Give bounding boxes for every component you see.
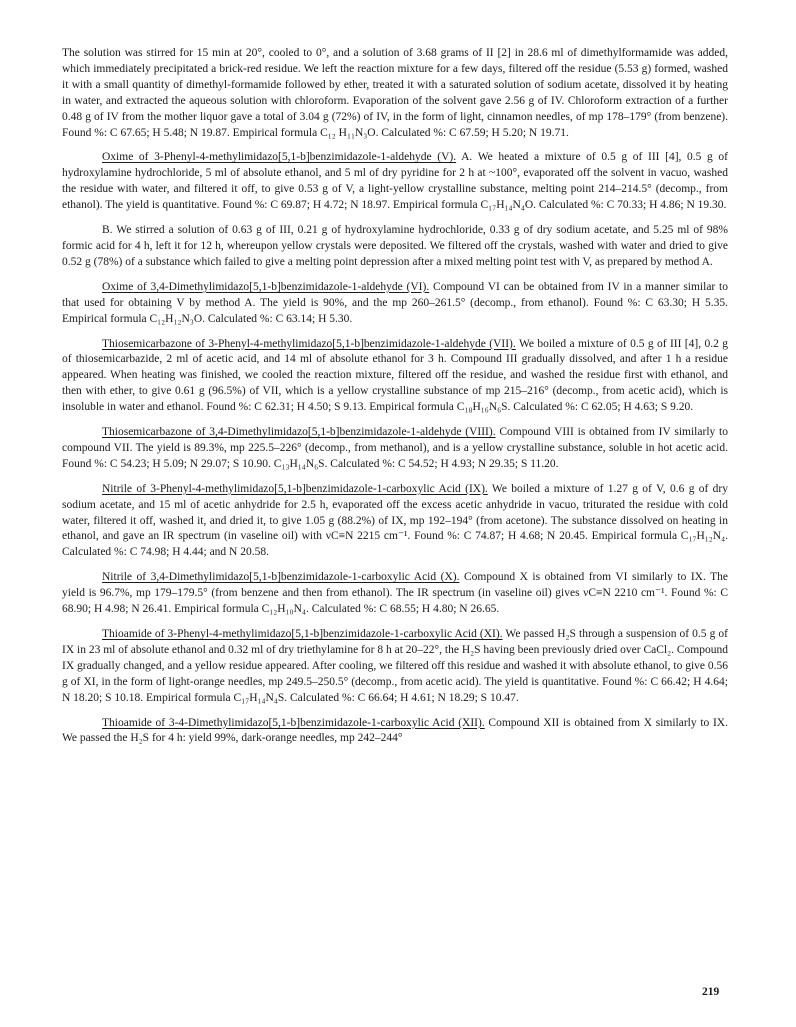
- section-heading: Oxime of 3,4-Dimethylimidazo[5,1-b]benzimidazole-1-aldehyde (VI).: [102, 280, 430, 293]
- article-body: [62, 46, 728, 756]
- paragraph-method-b: [62, 223, 728, 271]
- paragraph-intro: [62, 46, 728, 141]
- paragraph-oxime-vi: [62, 280, 728, 328]
- paragraph-text: B. We stirred a solution of 0.63 g of III, 0.21 g of hydroxylamine hydrochloride, 0.33 g of dry sodium acetate, and 5.25 ml of 98% formic acid for 4 h, left it for 12 h, whereupon yellow crystals were deposited. We filtered off the crystals, washed with water and dried to give 0.52 g (78%) of a substance which failed to give a melting point depression after a mixed melting point test with V, as prepared by method A.: [62, 224, 728, 268]
- section-heading: Oxime of 3-Phenyl-4-methylimidazo[5,1-b]benzimidazole-1-aldehyde (V).: [102, 151, 457, 164]
- paragraph-text: Compound VIII is obtained from IV similarly to compound VII. The yield is 89.3%, mp 225.5–226° (decomp., from methanol), and is a yellow crystalline substance, soluble in hot acetic acid. Found %: C 54.23; H 5.09; N 29.07; S 10.90. C₁₃H₁₄N₆S. Calculated %: C 54.52; H 4.93; N 29.35; S 11.20.: [62, 426, 728, 470]
- paragraph-text: Compound X is obtained from VI similarly to IX. The yield is 96.7%, mp 179–179.5° (from benzene and then from ethanol). The IR spectrum (in vaseline oil) gives νC≡N 2210 cm⁻¹. Found %: C 68.90; H 4.98; N 26.41. Empirical formula C₁₂H₁₀N₄. Calculated %: C 68.55; H 4.80; N 26.65.: [62, 571, 729, 616]
- paragraph-nitrile-ix: [62, 482, 728, 562]
- paragraph-nitrile-x: [62, 570, 728, 618]
- section-heading: Thiosemicarbazone of 3,4-Dimethylimidazo[5,1-b]benzimidazole-1-aldehyde (VIII).: [102, 426, 496, 439]
- section-heading: Nitrile of 3-Phenyl-4-methylimidazo[5,1-b]benzimidazole-1-carboxylic Acid (IX).: [102, 482, 488, 495]
- section-heading: Thiosemicarbazone of 3-Phenyl-4-methylimidazo[5,1-b]benzimidazole-1-aldehyde (VII).: [102, 337, 516, 350]
- paragraph-text: We passed H₂S through a suspension of 0.5 g of IX in 23 ml of absolute ethanol and 0.32 ml of dry triethylamine for 8 h at 20–22°, the H₂S having been previously dried over CaCl₂. Compound IX gradually changed, and a yellow residue appeared. After cooling, we filtered off this residue and washed it with absolute ethanol, to give 0.56 g of XI, in the form of light-orange needles, mp 249.5–250.5° (decomp., from acetic acid). The yield is quantitative. Found %: C 66.42; H 4.64; N 18.20; S 10.18. Empirical formula C₁₇H₁₄N₄S. Calculated %: C 66.64; H 4.61; N 18.29; S 10.47.: [62, 628, 729, 704]
- paragraph-thiosemicarbazone-viii: [62, 425, 728, 473]
- paragraph-text: We boiled a mixture of 1.27 g of V, 0.6 g of dry sodium acetate, and 15 ml of acetic anhydride for 2.5 h, evaporated off the excess acetic anhydride in vacuo, triturated the residue with cold water, filtered it off, washed it, and dried it, to give 1.05 g (88.2%) of IX, mp 192–194° (from acetone). The substance dissolved on heating in ethanol, and gave an IR spectrum (in vaseline oil) with νC≡N 2215 cm⁻¹. Found %: C 74.87; H 4.68; N 20.45. Empirical formula C₁₇H₁₂N₄. Calculated %: C 74.98; H 4.44; and N 20.58.: [62, 482, 729, 559]
- paragraph-thioamide-xi: [62, 627, 728, 707]
- paragraph-text: The solution was stirred for 15 min at 20°, cooled to 0°, and a solution of 3.68 grams of II [2] in 28.6 ml of dimethylformamide was added, which immediately precipitated a brick-red residue. We left the reaction mixture for a few days, filtered off the residue (5.53 g) formed, washed it with a small quantity of dimethyl-formamide followed by ether, treated it with a saturated solution of sodium acetate, dissolved it by heating in water, and extracted the aqueous solution with chloroform. Evaporation of the solvent gave 2.56 g of IV. Chloroform extraction of a further 0.48 g of IV from the mother liquor gave a total of 3.04 g (72%) of IV, in the form of light, cinnamon needles, of mp 178–179° (from benzene). Found %: C 67.65; H 5.48; N 19.87. Empirical formula C₁₂ H₁₁N₃O. Calculated %: C 67.59; H 5.20; N 19.71.: [62, 47, 728, 139]
- section-heading: Thioamide of 3-Phenyl-4-methylimidazo[5,1-b]benzimidazole-1-carboxylic Acid (XI).: [102, 628, 503, 640]
- section-heading: Thioamide of 3-4-Dimethylimidazo[5,1-b]benzimidazole-1-carboxylic Acid (XII).: [102, 716, 485, 729]
- paragraph-text: We boiled a mixture of 0.5 g of III [4], 0.2 g of thiosemicarbazide, 2 ml of acetic acid, and 14 ml of absolute ethanol for 3 h. Compound III gradually dissolved, and after 1 h a residue appeared. When heating was finished, we cooled the reaction mixture, filtered off the residue, and washed the residue first with ethanol, and then with ether, to give 0.61 g (96.5%) of VII, which is a yellow crystalline substance of mp 215–216° (decomp., from acetic acid), which is insoluble in water and ethanol. Found %: C 62.31; H 4.50; S 9.13. Empirical formula C₁₈H₁₆N₆S. Calculated %: C 62.05; H 4.63; S 9.20.: [62, 337, 728, 414]
- paragraph-text: Compound XII is obtained from X similarly to IX. We passed the H₂S for 4 h: yield 99%, dark-orange needles, mp 242–244°: [62, 716, 728, 745]
- paragraph-text: A. We heated a mixture of 0.5 g of III [4], 0.5 g of hydroxylamine hydrochloride, 5 ml of absolute ethanol, and 5 ml of dry pyridine for 2 h at ~100°, evaporated off the solvent in vacuo, washed the residue with water, and filtered it off, to give 0.53 g of V, a light-yellow crystalline substance, melting point 214–214.5° (decomp., from ethanol). The yield is quantitative. Found %: C 69.87; H 4.72; N 18.97. Empirical formula C₁₇H₁₄N₄O. Calculated %: C 70.33; H 4.86; N 19.30.: [62, 151, 728, 212]
- paragraph-thiosemicarbazone-vii: [62, 337, 728, 417]
- paragraph-text: Compound VI can be obtained from IV in a manner similar to that used for obtaining V by method A. The yield is 90%, and the mp 260–261.5° (decomp., from ethanol). Found %: C 63.30; H 5.35. Empirical formula C₁₂H₁₂N₃O. Calculated %: C 63.14; H 5.30.: [62, 280, 728, 325]
- page-number: 219: [702, 986, 720, 998]
- section-heading: Nitrile of 3,4-Dimethylimidazo[5,1-b]benzimidazole-1-carboxylic Acid (X).: [102, 571, 460, 584]
- paragraph-thioamide-xii: [62, 716, 728, 748]
- paragraph-oxime-v: [62, 150, 728, 214]
